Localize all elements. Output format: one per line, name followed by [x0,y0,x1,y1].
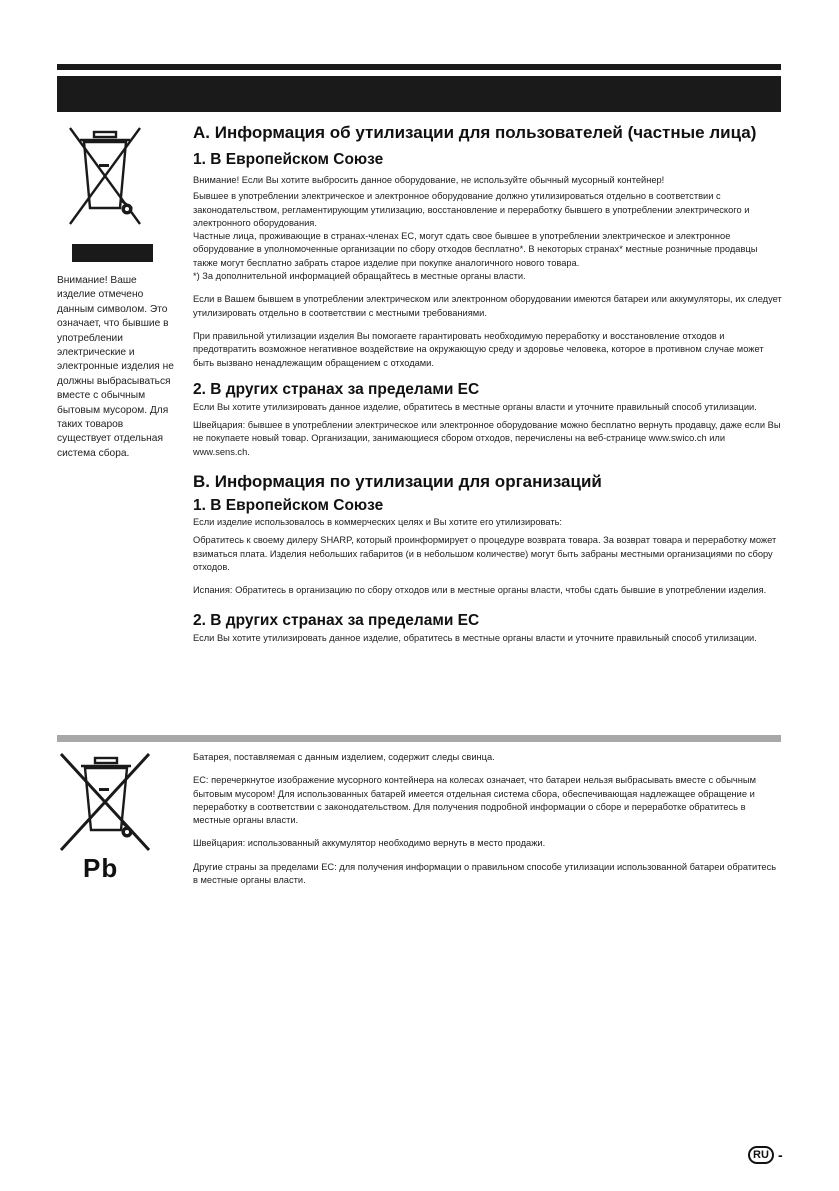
section-b-eu-p1: Если изделие использовалось в коммерческих целях и Вы хотите его утилизировать: [193,517,563,528]
section-a-eu-p3: Частные лица, проживающие в странах-членах ЕС, могут сдать свое бывшее в употреблении электрическое и электронное оборудование в уполномоченные организации по сбору отходов бесплатно*. В некоторых странах* местные розничные продавцы также могут бесплатно забрать старое изделие при покупке аналогичного нового товара. [193,231,758,268]
section-b-other-p1: Если Вы хотите утилизировать данное изделие, обратитесь в местные органы власти и уточните правильный способ утилизации. [193,632,757,643]
page-footer [748,1146,783,1164]
section-divider [57,735,781,742]
black-band-symbol [72,244,153,262]
header-bar [57,76,781,112]
battery-p4: Другие страны за пределами ЕС: для получения информации о правильном способе утилизации использованной батареи обратитесь в местные органы власти. [193,861,777,886]
section-a-other-p1: Если Вы хотите утилизировать данное изделие, обратитесь в местные органы власти и уточните правильный способ утилизации. [193,401,757,412]
section-a-other-heading: 2. В других странах за пределами ЕС [193,380,480,398]
section-a-eu-p5: Если в Вашем бывшем в употреблении электрическом или электронном оборудовании имеются батареи или аккумуляторы, их следует утилизировать отдельно в соответствии с местными требованиями. [193,294,782,318]
section-a-eu-p6: При правильной утилизации изделия Вы помогаете гарантировать необходимую переработку и восстановление отходов и предотвратить возможное негативное воздействие на окружающую среду и здоровье человека, которое в противном случае может быть вызвано ненадлежащим обращением с отходами. [193,330,764,368]
battery-p3: Швейцария: использованный аккумулятор необходимо вернуть в место продажи. [193,838,546,849]
section-a-eu-p2: Бывшее в употреблении электрическое и электронное оборудование должно утилизироваться отдельно в соответствии с законодательством, регламентирующим утилизацию, восстановление и переработку бывшего в употреблении электрического и электронного оборудования. [193,191,750,228]
language-badge: RU [748,1146,774,1164]
section-b-other-heading: 2. В других странах за пределами ЕС [193,611,480,629]
pb-label: Pb [83,853,119,883]
battery-section [193,751,783,887]
section-a-eu-heading: 1. В Европейском Союзе [193,151,384,168]
sidebar-warning-note: Внимание! Ваше изделие отмечено данным символом. Это означает, что бывшие в употреблении электрические и электронные изделия не должны выбрасываться вместе с обычным бытовым мусором. Для таких товаров существует отдельная система сбора. [57,275,174,459]
section-b-eu-p3: Испания: Обратитесь в организацию по сбору отходов или в местные органы власти, чтобы сдать бывшие в употреблении изделия. [193,585,767,596]
section-b-eu-heading: 1. В Европейском Союзе [193,497,384,515]
section-a-eu-p1: Внимание! Если Вы хотите выбросить данное оборудование, не используйте обычный мусорный контейнер! [193,175,665,185]
battery-p2: ЕС: перечеркнутое изображение мусорного контейнера на колесах означает, что батареи нельзя выбрасывать вместе с обычным бытовым мусором! Для использованных батарей имеется отдельная система сбора, обеспечивающая надлежащее обращение и переработку в соответствии с законодательством. Для получения подробной информации о сборе и переработке обратитесь в местные органы власти. [193,775,756,826]
page-number-dash: - [778,1147,783,1163]
section-b-eu-p2: Обратитесь к своему дилеру SHARP, который проинформирует о процедуре возврата товара. За возврат товара и переработку может взиматься плата. Изделия небольших габаритов (и в небольшом количестве) могут быть забраны местными организациями по сбору отходов. [193,535,777,572]
section-b-title: B. Информация по утилизации для организаций [193,472,602,492]
section-a-eu-p4: *) За дополнительной информацией обращайтесь в местные органы власти. [193,271,526,282]
battery-p1: Батарея, поставляемая с данным изделием, содержит следы свинца. [193,752,495,762]
section-a-title: A. Информация об утилизации для пользователей (частные лица) [193,123,757,142]
top-rule [57,64,781,70]
section-a-other-p2: Швейцария: бывшее в употреблении электрическое или электронное оборудование можно бесплатно вернуть продавцу, даже если Вы не покупаете новый товар. Организации, занимающиеся сбором отходов, перечислены на веб-странице www.swico.ch или www.sens.ch. [193,420,781,457]
crossed-battery-bin-icon [57,752,153,852]
crossed-bin-icon [62,124,148,228]
main-content [193,123,783,645]
